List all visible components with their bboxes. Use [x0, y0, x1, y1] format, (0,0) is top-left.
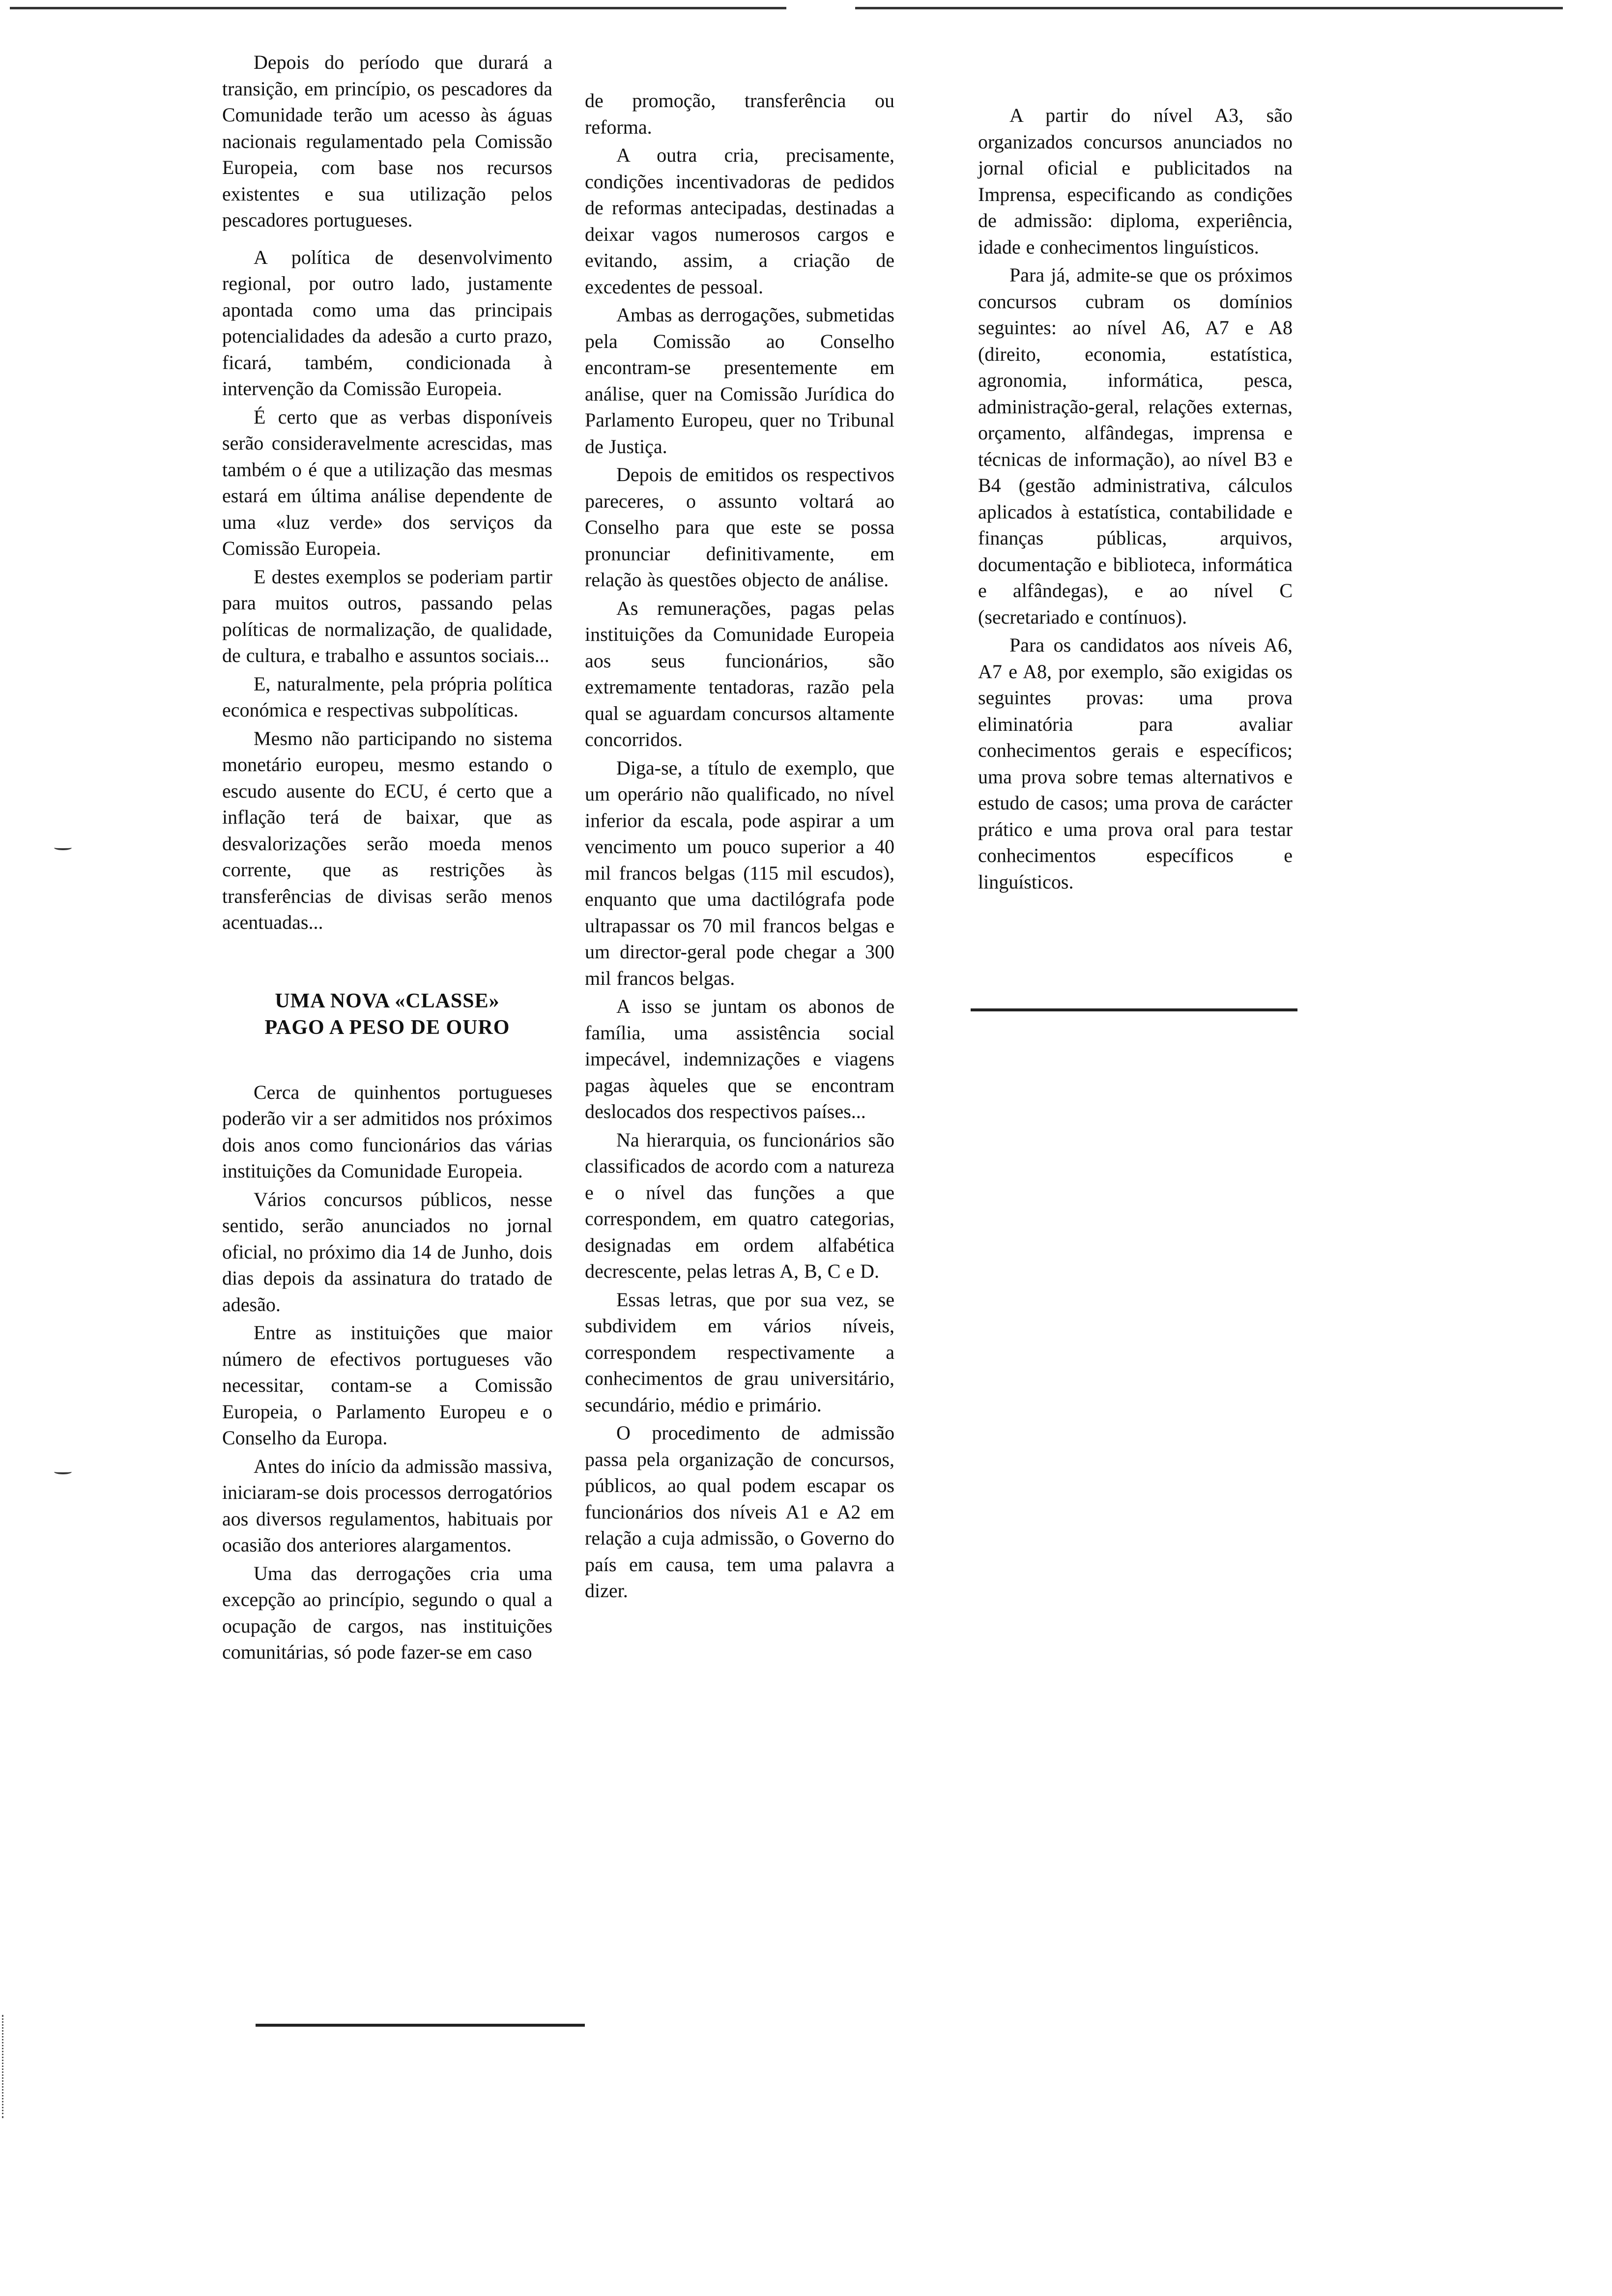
- article-paragraph: Diga-se, a título de exemplo, que um operário não qualificado, no nível inferior da escala, pode aspirar a um vencimento um pouco superior a 40 mil francos belgas (115 mil escudos), enquanto que uma dactilógrafa pode ultrapassar os 70 mil francos belgas e um director-geral pode chegar a 300 mil francos belgas.: [585, 756, 894, 989]
- headline-line-2: PAGO A PESO DE OURO: [264, 1016, 510, 1039]
- end-rule-column-1-2: [256, 2024, 585, 2027]
- top-rule-right: [855, 7, 1563, 9]
- article-paragraph: Para já, admite-se que os próximos concursos cubram os domínios seguintes: ao nível A6, A7 e A8 (direito, economia, estatística, agronomia, informática, pesca, administração-geral, relações externas, orçamento, alfândegas, imprensa e técnicas de informação), ao nível B3 e B4 (gestão administrativa, cálculos aplicados à estatística, contabilidade e finanças públicas, arquivos, documentação e biblioteca, informática e alfândegas), e ao nível C (secretariado e contínuos).: [978, 264, 1293, 628]
- article-paragraph: Depois de emitidos os respectivos pareceres, o assunto voltará ao Conselho para que este se possa pronunciar definitivamente, em relação às questões objecto de análise.: [585, 463, 894, 591]
- article-paragraph: A isso se juntam os abonos de família, uma assistência social impecável, indemnizações e viagens pagas àqueles que se encontram deslocados dos respectivos países...: [585, 995, 894, 1122]
- article-paragraph: Depois do período que durará a transição, em princípio, os pescadores da Comunidade terão um acesso às águas nacionais regulamentado pela Comissão Europeia, com base nos recursos existentes e sua utilização pelos pescadores portugueses.: [222, 51, 552, 231]
- article-paragraph: E, naturalmente, pela própria política económica e respectivas subpolíticas.: [222, 672, 552, 721]
- article-paragraph: Na hierarquia, os funcionários são classificados de acordo com a natureza e o nível das funções a que correspondem, em quatro categorias, designadas em ordem alfabética decrescente, pelas letras A, B, C e D.: [585, 1128, 894, 1282]
- margin-mark-2: [54, 1469, 72, 1474]
- margin-mark-1: [54, 845, 72, 850]
- article-paragraph: Cerca de quinhentos portugueses poderão vir a ser admitidos nos próximos dois anos como funcionários das várias instituições da Comunidade Europeia.: [222, 1081, 552, 1182]
- margin-dots: [2, 2015, 5, 2118]
- article-paragraph: Vários concursos públicos, nesse sentido, serão anunciados no jornal oficial, no próximo dia 14 de Junho, dois dias depois da assinatura do tratado de adesão.: [222, 1188, 552, 1316]
- top-rule-left: [10, 7, 786, 9]
- end-rule-column-3: [971, 1008, 1297, 1011]
- article-paragraph: Para os candidatos aos níveis A6, A7 e A8, por exemplo, são exigidas os seguintes provas: uma prova eliminatória para avaliar conhecimentos gerais e específicos; uma prova sobre temas alternativos e estudo de casos; uma prova de carácter prático e uma prova oral para testar conhecimentos específicos e linguísticos.: [978, 634, 1293, 893]
- article-paragraph: de promoção, transferência ou reforma.: [585, 89, 894, 138]
- article-paragraph: A outra cria, precisamente, condições incentivadoras de pedidos de reformas antecipadas, destinadas a deixar vagos numerosos cargos e evitando, assim, a criação de excedentes de pessoal.: [585, 144, 894, 298]
- article-paragraph: As remunerações, pagas pelas instituições da Comunidade Europeia aos seus funcionários, são extremamente tentadoras, razão pela qual se aguardam concursos altamente concorridos.: [585, 597, 894, 750]
- headline-line-1: UMA NOVA «CLASSE»: [275, 989, 500, 1012]
- column-1: [222, 49, 552, 1665]
- column-3: [978, 102, 1293, 895]
- article-paragraph: Ambas as derrogações, submetidas pela Comissão ao Conselho encontram-se presentemente em análise, quer na Comissão Jurídica do Parlamento Europeu, quer no Tribunal de Justiça.: [585, 304, 894, 458]
- column-2: [585, 87, 894, 1604]
- article-paragraph: E destes exemplos se poderiam partir para muitos outros, passando pelas políticas de normalização, de qualidade, de cultura, e trabalho e assuntos sociais...: [222, 565, 552, 666]
- article-paragraph: A política de desenvolvimento regional, por outro lado, justamente apontada como uma das principais potencialidades da adesão a curto prazo, ficará, também, condicionada à intervenção da Comissão Europeia.: [222, 246, 552, 400]
- article-paragraph: Essas letras, que por sua vez, se subdividem em vários níveis, correspondem respectivamente a conhecimentos de grau universitário, secundário, médio e primário.: [585, 1288, 894, 1416]
- article-paragraph: Antes do início da admissão massiva, iniciaram-se dois processos derrogatórios aos diversos regulamentos, habituais por ocasião dos anteriores alargamentos.: [222, 1455, 552, 1556]
- article-paragraph: Uma das derrogações cria uma excepção ao princípio, segundo o qual a ocupação de cargos, nas instituições comunitárias, só pode fazer-se em caso: [222, 1562, 552, 1663]
- section-headline: [222, 988, 552, 1041]
- article-paragraph: O procedimento de admissão passa pela organização de concursos, públicos, ao qual podem escapar os funcionários dos níveis A1 e A2 em relação a cuja admissão, o Governo do país em causa, tem uma palavra a dizer.: [585, 1422, 894, 1602]
- article-paragraph: Entre as instituições que maior número de efectivos portugueses vão necessitar, contam-se a Comissão Europeia, o Parlamento Europeu e o Conselho da Europa.: [222, 1321, 552, 1449]
- article-paragraph: Mesmo não participando no sistema monetário europeu, mesmo estando o escudo ausente do ECU, é certo que a inflação terá de baixar, que as desvalorizações serão moeda menos corrente, que as restrições às transferências de divisas serão menos acentuadas...: [222, 727, 552, 933]
- article-paragraph: É certo que as verbas disponíveis serão consideravelmente acrescidas, mas também o é que a utilização das mesmas estará em última análise dependente de uma «luz verde» dos serviços da Comissão Europeia.: [222, 405, 552, 559]
- article-paragraph: A partir do nível A3, são organizados concursos anunciados no jornal oficial e publicitados na Imprensa, especificando as condições de admissão: diploma, experiência, idade e conhecimentos linguísticos.: [978, 104, 1293, 258]
